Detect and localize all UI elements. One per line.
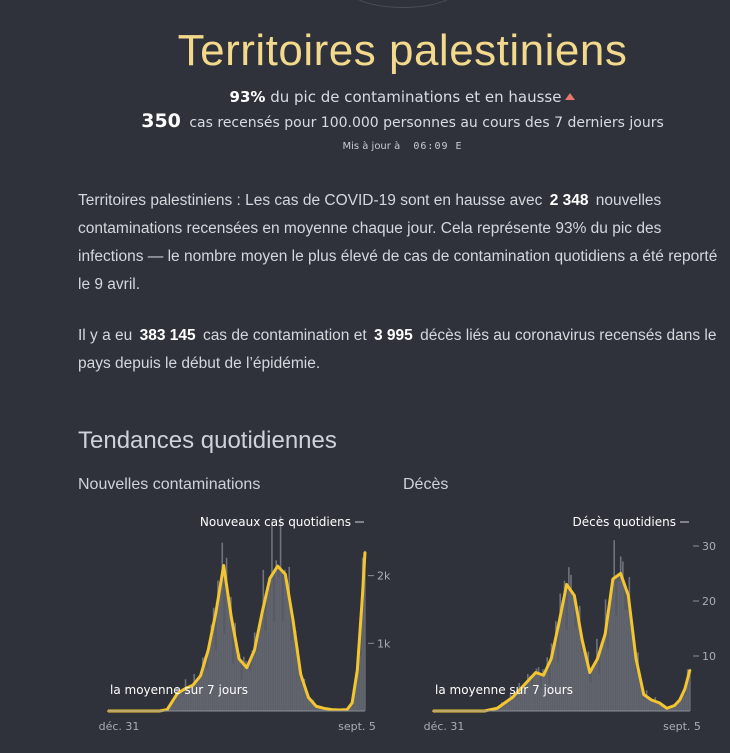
deaths-ytick-label: 20 <box>702 595 716 608</box>
updated-time: 06:09 E <box>413 141 463 152</box>
deaths-point <box>651 699 653 701</box>
cases-point <box>166 709 168 711</box>
cases-point <box>346 709 348 711</box>
cases-point <box>292 619 294 621</box>
cases-bar-label: Nouveaux cas quotidiens <box>199 515 351 529</box>
updated-label: Mis à jour à <box>342 141 401 152</box>
deaths-point <box>535 672 537 674</box>
deaths-ytick-label: 10 <box>702 650 716 663</box>
deaths-bar-label: Décès quotidiens <box>572 515 676 529</box>
deaths-point <box>666 707 668 709</box>
deaths-point <box>527 680 529 682</box>
deaths-x-start-label: déc. 31 <box>423 720 465 733</box>
cases-point <box>246 667 248 669</box>
deaths-chart <box>395 505 730 745</box>
deaths-point <box>558 622 560 624</box>
deaths-point <box>689 669 691 671</box>
deaths-point <box>635 658 637 660</box>
deaths-point <box>684 688 686 690</box>
cases-point <box>284 573 286 575</box>
cases-point <box>323 707 325 709</box>
peak-summary <box>0 88 730 106</box>
cases-point <box>277 565 279 567</box>
cases-ytick-label: 1k <box>377 637 391 651</box>
deaths-point <box>643 694 645 696</box>
deaths-point <box>597 658 599 660</box>
deaths-point <box>674 705 676 707</box>
cases-per-100k-value: 350 <box>141 110 181 132</box>
cases-point <box>215 611 217 613</box>
p2-text-c: décès liés au coronavirus recensés dans le pays depuis le début de l’épidémie. <box>78 327 717 372</box>
deaths-point <box>658 702 660 704</box>
cases-point <box>207 649 209 651</box>
cases-point <box>308 697 310 699</box>
peak-text: du pic de contaminations et en hausse <box>270 88 562 106</box>
cases-point <box>364 551 366 553</box>
cases-per-100k-text: cas recensés pour 100.000 personnes au cours des 7 derniers jours <box>189 115 664 131</box>
deaths-point <box>573 595 575 597</box>
p2-text-a: Il y a eu <box>78 327 133 344</box>
deaths-avg-label: la moyenne sur 7 jours <box>435 683 573 697</box>
deaths-point <box>504 702 506 704</box>
cases-point <box>315 705 317 707</box>
deaths-point <box>589 672 591 674</box>
summary-paragraph-2 <box>78 322 728 378</box>
deaths-point <box>550 658 552 660</box>
cases-point <box>230 617 232 619</box>
cases-point <box>362 595 364 597</box>
deaths-point <box>566 584 568 586</box>
total-cases: 383 145 <box>139 327 196 344</box>
cases-point <box>331 709 333 711</box>
deaths-point <box>543 674 545 676</box>
cases-point <box>356 669 358 671</box>
cases-point <box>269 577 271 579</box>
cases-point <box>238 658 240 660</box>
trend-up-icon <box>565 93 575 100</box>
cases-point <box>254 649 256 651</box>
cases-avg-label: la moyenne sur 7 jours <box>110 683 248 697</box>
cases-per-100k-summary <box>0 110 730 132</box>
summary-paragraph-1 <box>78 187 728 299</box>
trends-section-title: Tendances quotidiennes <box>78 427 337 454</box>
deaths-point <box>679 699 681 701</box>
total-deaths: 3 995 <box>373 327 413 344</box>
deaths-x-end-label: sept. 5 <box>663 720 701 733</box>
cases-ytick-label: 2k <box>377 569 391 583</box>
deaths-ytick-label: 30 <box>702 540 716 553</box>
cases-point <box>223 565 225 567</box>
cases-point <box>300 674 302 676</box>
cases-point <box>200 675 202 677</box>
p2-text-b: cas de contamination et <box>202 327 367 344</box>
deaths-point <box>620 573 622 575</box>
updated-timestamp <box>0 141 730 152</box>
cases-point <box>261 611 263 613</box>
peak-percent: 93% <box>229 88 266 106</box>
page-title: Territoires palestiniens <box>177 26 628 75</box>
deaths-point <box>581 639 583 641</box>
p1-text-b: nouvelles contaminations recensées en moyenne chaque jour. Cela représente 93% du pic des infections — le nombre moyen le plus élevé de cas de contamination quotidiens a été reporté le 9 avril. <box>78 192 718 293</box>
p1-text-a: Territoires palestiniens : Les cas de COVID-19 sont en hausse avec <box>78 192 543 209</box>
daily-cases-average: 2 348 <box>549 192 589 209</box>
top-decoration-arc <box>348 0 458 8</box>
deaths-point <box>604 633 606 635</box>
deaths-point <box>612 578 614 580</box>
cases-point <box>351 702 353 704</box>
cases-x-end-label: sept. 5 <box>338 720 376 733</box>
deaths-chart-title: Décès <box>403 476 449 493</box>
deaths-point <box>496 707 498 709</box>
cases-chart <box>70 505 400 745</box>
cases-chart-title: Nouvelles contaminations <box>78 476 261 493</box>
cases-x-start-label: déc. 31 <box>98 720 140 733</box>
deaths-point <box>627 595 629 597</box>
